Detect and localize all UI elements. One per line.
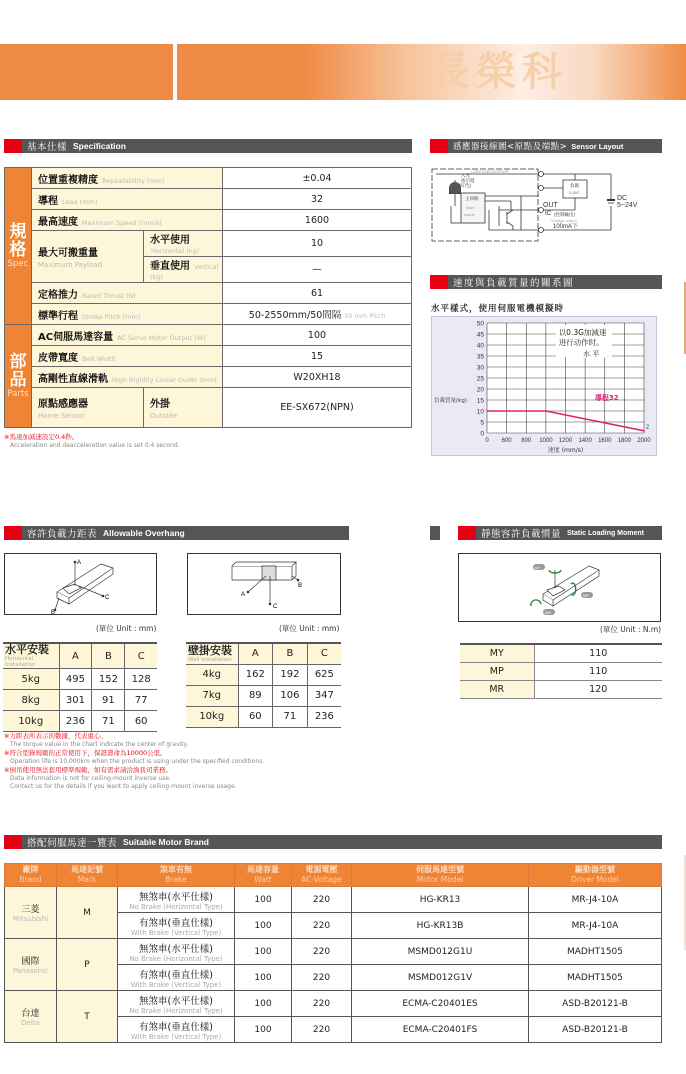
data-point [545,410,547,412]
watt-cell: 100 [235,965,292,991]
section-title-en: Allowable Overhang [103,528,185,538]
y-tick-label: 35 [476,353,484,361]
label-dc-range: 5~24V [617,202,638,209]
section-title-en: Specification [73,141,126,151]
section-marker [4,139,22,153]
value-cell: 347 [307,685,341,706]
driver-model-cell: MADHT1505 [529,965,662,991]
x-tick-label: 1200 [558,438,573,444]
moment-value: 120 [534,680,662,698]
label-out: OUT [543,202,558,209]
axis-label-b: B [298,583,303,589]
spec-sublabel: 水平使用Horizontal (kg) [144,231,223,257]
label-dc: DC [617,195,628,202]
table-row [186,664,341,685]
section-title-en: Suitable Motor Brand [123,837,209,847]
table-row [3,669,157,690]
voltage-cell: 220 [292,991,352,1017]
moment-value: 110 [534,662,662,680]
spec-label: 最高速度 Maximum Speed (mm/s) [32,210,223,231]
group-label-zh: 規格 [9,222,27,260]
group-label-zh: 部品 [9,352,27,390]
voltage-cell: 220 [292,1017,352,1043]
y-tick-label: 20 [476,386,484,394]
value-cell: 301 [59,690,92,711]
load-cell: 10kg [3,711,59,732]
moment-section-header [458,526,662,540]
column-header: A [238,643,273,664]
column-header: C [307,643,341,664]
table-header-row [5,864,662,887]
spec-value: ±0.04 [223,168,412,189]
moment-key: MP [460,662,534,680]
y-tick-label: 50 [476,320,484,328]
spec-value: W20XH18 [223,367,412,388]
overhang-unit-right: (單位 Unit : mm) [279,624,340,633]
x-axis-label: 速度 (mm/s) [547,447,584,454]
note-en: Contact us for the details if you want to apply ceiling-mount inverse usage. [10,783,237,790]
x-tick-label: 1800 [617,438,632,444]
brake-cell: 有煞車(垂直仕樣) With Brake (Vertical Type) [118,1017,235,1043]
axis-label-b: B [51,610,56,614]
y-tick-label: 10 [476,408,484,416]
value-cell: 152 [92,669,125,690]
overhang-notes [4,732,264,792]
table-row [5,283,412,304]
annotation-text: 2 [646,424,650,431]
value-cell: 60 [238,706,273,727]
spec-sublabel: 外掛 Outside [144,388,223,428]
moment-table [460,643,662,699]
brand-cell: 三菱 Mitsubishi [5,887,57,939]
watt-cell: 100 [235,913,292,939]
label-main-en1: Main [466,205,475,210]
value-cell: 192 [273,664,308,685]
load-cell: 8kg [3,690,59,711]
banner-left-block [0,44,173,100]
moment-unit: (單位 Unit : N.m) [600,625,662,634]
value-cell: 91 [92,690,125,711]
table-row [5,887,662,913]
horizontal-overhang-diagram [4,553,157,615]
spec-value: EE-SX672(NPN) [223,388,412,428]
moment-value: 110 [534,644,662,662]
diagram-label-mr: MR [545,610,552,615]
brand-cell: 國際 Panasonic [5,939,57,991]
value-cell: 71 [273,706,308,727]
table-title: 壁掛安裝 Wall Installation [186,643,238,664]
value-cell: 236 [59,711,92,732]
column-header: A [59,643,92,669]
diagram-label-mp: MP [583,593,589,598]
y-tick-label: 25 [476,375,484,383]
load-cell: 10kg [186,706,238,727]
spec-section-header [4,139,412,153]
spec-note-en: Acceleration and deacceleration value is set 0.4 second. [10,442,180,449]
moment-key: MR [460,680,534,698]
section-title-zh: 感應器接線圖<原點及端點> [453,142,568,152]
table-title: 水平安裝 Horizontal Installation [3,643,59,669]
section-marker [430,275,448,289]
data-point [486,410,488,412]
table-row [460,644,662,662]
label-load-en: Load [569,190,580,195]
motor-model-cell: MSMD012G1V [352,965,529,991]
table-row [5,367,412,388]
brake-cell: 無煞車(水平仕樣) No Brake (Horizontal Type) [118,991,235,1017]
watt-cell: 100 [235,887,292,913]
table-row [5,325,412,346]
x-tick-label: 0 [485,438,489,444]
spec-label: 高剛性直線滑軌 High Rigidity Linear Guide (mm) [32,367,223,388]
table-row [5,991,662,1017]
load-cell: 7kg [186,685,238,706]
note-zh: ※符合型錄規範的正常使用下，保證壽命為10000公里。 [4,749,167,757]
voltage-cell: 220 [292,913,352,939]
value-cell: 128 [125,669,157,690]
mark-cell: T [57,991,118,1043]
section-marker [4,835,22,849]
section-title-zh: 搭配伺服馬達一覽表 [27,838,118,849]
header-watt: 馬達容量 Watt [235,864,292,887]
table-row [5,210,412,231]
spec-label: 定格推力 Rated Thrust (N) [32,283,223,304]
value-cell: 89 [238,685,273,706]
table-header-row [186,643,341,664]
table-row [5,189,412,210]
column-header: B [273,643,308,664]
value-cell: 71 [92,711,125,732]
label-load-zh: 負載 [570,183,579,188]
table-row [186,685,341,706]
table-row [5,231,412,257]
header-bar-fragment [430,526,440,540]
header-brake: 煞車有無 Brake [118,864,235,887]
spec-note-zh: ※馬達加減速設定0.4秒。 [4,433,79,441]
value-cell: 625 [307,664,341,685]
motor-model-cell: MSMD012G1U [352,939,529,965]
moment-key: MY [460,644,534,662]
spec-value: 32 [223,189,412,210]
value-cell: 495 [59,669,92,690]
motor-model-cell: HG-KR13B [352,913,529,939]
table-row [5,304,412,325]
axis-label-c: C [105,595,110,601]
spec-value: 15 [223,346,412,367]
driver-model-cell: ASD-B20121-B [529,1017,662,1043]
header-mark: 馬達記號 Mark [57,864,118,887]
voltage-cell: 220 [292,939,352,965]
group-label-en: Parts [7,389,29,399]
spec-label: 導程 Lead (mm) [32,189,223,210]
column-header: C [125,643,157,669]
section-title-en: Static Loading Moment [567,529,645,537]
series-label: 導程32 [594,394,619,402]
spec-value: — [223,257,412,283]
header-voltage: 電源電壓 AC-Voltage [292,864,352,887]
value-cell: 162 [238,664,273,685]
axis-label-a: A [241,592,246,598]
header-motor-model: 伺服馬達型號 Motor Model [352,864,529,887]
speed-section-header [430,275,662,289]
value-cell: 106 [273,685,308,706]
data-point [643,430,645,432]
spec-label: 皮帶寬度 Belt Width [32,346,223,367]
motor-section-header [4,835,662,849]
table-row [3,711,157,732]
overhang-section-header [4,526,349,540]
header-brand: 廠牌 Brand [5,864,57,887]
diagram-label-my: MY [535,565,541,570]
x-tick-label: 1000 [539,438,553,444]
table-row [460,662,662,680]
motor-model-cell: HG-KR13 [352,887,529,913]
speed-load-chart [432,317,658,457]
spec-label: 位置重複精度 Repeatability (mm) [32,168,223,189]
x-tick-label: 800 [521,438,532,444]
motor-model-cell: ECMA-C20401FS [352,1017,529,1043]
note-en: The torque value in the chart indicate the center of gravity. [10,740,189,748]
spec-value: 1600 [223,210,412,231]
section-marker [4,526,22,540]
axis-label-c: C [273,604,278,610]
brake-cell: 有煞車(垂直仕樣) With Brake (Vertical Type) [118,913,235,939]
header-driver-model: 驅動器型號 Driver Model [529,864,662,887]
section-title-zh: 基本仕樣 [27,142,68,153]
section-title-zh: 靜態容許負載慣量 [481,529,562,540]
x-tick-label: 1400 [578,438,592,444]
table-row [5,168,412,189]
label-light-indicator: Light indicator(red) [471,169,509,174]
x-tick-label: 600 [501,438,512,444]
y-tick-label: 5 [480,419,484,427]
table-row [5,388,412,428]
column-header: B [92,643,125,669]
driver-model-cell: MADHT1505 [529,939,662,965]
label-main-en2: circuit [464,212,475,217]
wall-overhang-table [186,642,341,728]
table-row [3,690,157,711]
table-row [460,680,662,698]
value-cell: 77 [125,690,157,711]
horizontal-overhang-table [3,642,157,732]
table-header-row [3,643,157,669]
y-tick-label: 30 [476,364,484,372]
spec-label: 最大可搬重量 Maximum Payload [32,231,144,283]
spec-value: 50-2550mm/50間隔 50 mm Pitch [223,304,412,325]
axis-label-a: A [77,560,82,566]
motor-table [4,863,662,1043]
note-en: Operation life is 10,000km when the product is using under the specified conditions. [10,757,265,765]
section-title-zh: 速度與負載質量的關系圖 [453,278,575,289]
driver-model-cell: MR-J4-10A [529,887,662,913]
value-cell: 60 [125,711,157,732]
overhang-unit-left: (單位 Unit : mm) [96,624,157,633]
x-tick-label: 1600 [598,438,612,444]
brake-cell: 無煞車(水平仕樣) No Brake (Horizontal Type) [118,939,235,965]
watt-cell: 100 [235,1017,292,1043]
annotation-text: 进行动作时。 [558,338,604,347]
brake-cell: 有煞車(垂直仕樣) With Brake (Vertical Type) [118,965,235,991]
x-tick-label: 2000 [637,438,651,444]
spec-label: 標準行程 Stroke Pitch (mm) [32,304,223,325]
value-cell: 236 [307,706,341,727]
voltage-cell: 220 [292,965,352,991]
group-parts [5,325,32,428]
watt-cell: 100 [235,991,292,1017]
section-title-en: Sensor Layout [571,141,624,151]
sensor-section-header [430,139,662,153]
load-cell: 5kg [3,669,59,690]
spec-value: 100 [223,325,412,346]
table-row [186,706,341,727]
sensor-wiring-diagram [431,166,641,244]
brand-cell: 台達 Delta [5,991,57,1043]
label-indicator-zh2: 指示燈 [461,178,475,183]
spec-label: AC伺服馬達容量 AC Servo Motor Output (W) [32,325,223,346]
note-en: Data information is not for ceiling-mount inverse use. [10,774,171,782]
annotation-text: 以0.3G加減速 [558,328,607,337]
label-main-zh: 主回路 [465,196,479,201]
y-tick-label: 15 [476,397,484,405]
load-cell: 4kg [186,664,238,685]
y-tick-label: 0 [480,430,484,438]
driver-model-cell: MR-J4-10A [529,913,662,939]
brand-logo: 長榮科 [430,48,568,95]
label-voltage-output: Voltage output [551,218,577,223]
mark-cell: M [57,887,118,939]
wall-overhang-diagram [187,553,341,615]
moment-diagram [458,553,661,622]
y-axis-label: 負載質量(kg) [434,398,467,404]
spec-sublabel: 垂直使用 Vertical (kg) [144,257,223,283]
y-tick-label: 40 [476,342,484,350]
section-marker [458,526,476,540]
chart-frame [431,316,657,456]
note-zh: ※力距表所表示的數據，代表重心。 [4,732,107,740]
label-ic: IC [545,210,552,217]
motor-model-cell: ECMA-C20401ES [352,991,529,1017]
annotation-text: 水 平 [583,349,600,358]
label-indicator-zh1: 入光 [461,173,470,178]
table-row [5,346,412,367]
spec-value: 61 [223,283,412,304]
voltage-cell: 220 [292,887,352,913]
chart-title: 水平樣式，使用伺服電機模擬時 [431,304,565,314]
section-title-zh: 容許負載力距表 [27,529,98,540]
label-current: 100mA下 [553,224,579,230]
group-label-en: Spec [7,259,29,269]
spec-table [4,167,412,428]
driver-model-cell: ASD-B20121-B [529,991,662,1017]
spec-value: 10 [223,231,412,257]
mark-cell: P [57,939,118,991]
label-control-out: (控制輸出) [554,212,575,217]
watt-cell: 100 [235,939,292,965]
brake-cell: 無煞車(水平仕樣) No Brake (Horizontal Type) [118,887,235,913]
spec-label: 原點感應器 Home Sensor [32,388,144,428]
label-indicator-zh3: (紅色) [459,183,471,188]
table-row [5,939,662,965]
group-spec [5,168,32,325]
note-zh: ※倒吊使用無法套用標準規範，如有需求請洽詢我司業務。 [4,766,172,774]
y-tick-label: 45 [476,331,484,339]
section-marker [430,139,448,153]
